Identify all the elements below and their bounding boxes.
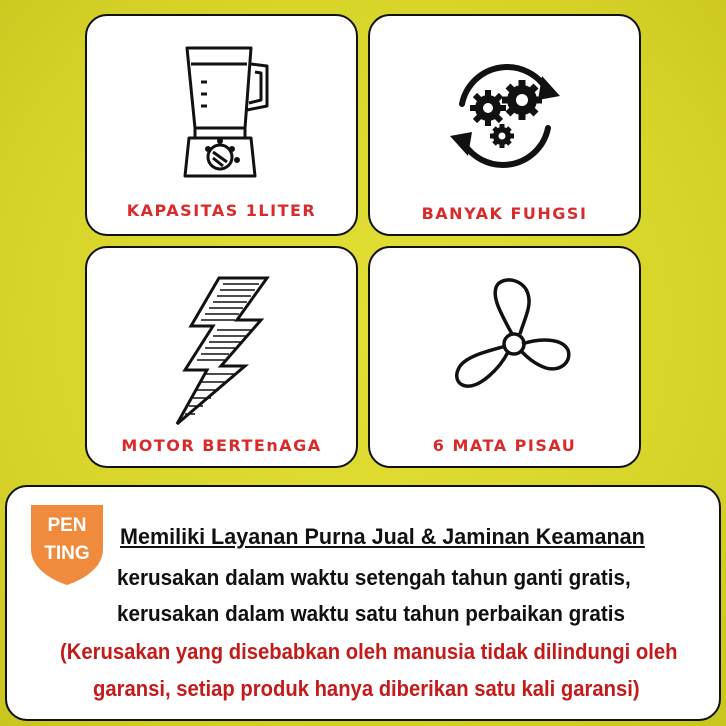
card-label-motor: MOTOR BERTEnAGA	[121, 436, 322, 455]
feature-card-blades	[368, 246, 641, 468]
card-label-functions: BANYAK FUHGSI	[421, 204, 588, 223]
feature-card-capacity	[85, 14, 358, 236]
rotating-gears-icon	[440, 56, 570, 176]
card-label-blades: 6 MATA PISAU	[432, 436, 577, 455]
badge-text-line2: TING	[44, 543, 90, 564]
card-label-capacity: KAPASITAS 1LITER	[126, 201, 317, 220]
blade-propeller-icon	[440, 272, 580, 412]
badge-text-line1: PEN	[47, 515, 87, 536]
important-badge	[27, 501, 107, 587]
feature-card-motor	[85, 246, 358, 468]
warranty-heading: Memiliki Layanan Purna Jual & Jaminan Keamanan	[120, 524, 645, 549]
warranty-info-panel	[5, 485, 721, 721]
feature-card-functions	[368, 14, 641, 236]
warranty-line-repair: kerusakan dalam waktu satu tahun perbaikan gratis	[117, 601, 625, 626]
lightning-bolt-icon	[173, 274, 273, 426]
warranty-exclusion-line2: garansi, setiap produk hanya diberikan satu kali garansi)	[93, 676, 640, 701]
warranty-exclusion-line1: (Kerusakan yang disebabkan oleh manusia tidak dilindungi oleh	[60, 639, 678, 664]
warranty-line-replacement: kerusakan dalam waktu setengah tahun ganti gratis,	[117, 565, 631, 590]
blender-icon	[177, 42, 273, 182]
